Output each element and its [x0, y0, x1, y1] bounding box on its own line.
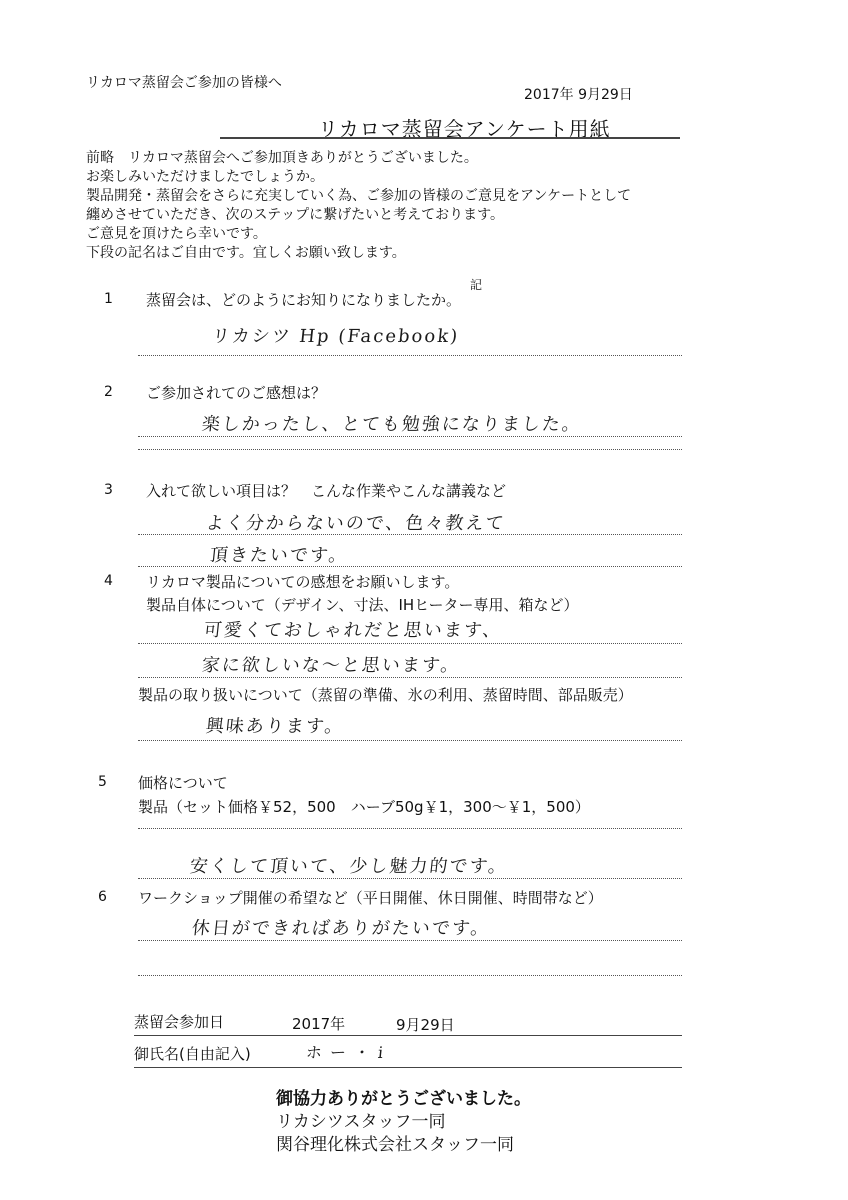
salutation: リカロマ蒸留会ご参加の皆様へ [86, 75, 282, 91]
answer-handwritten: 安くして頂いて、少し魅力的です。 [188, 856, 510, 877]
question-text: リカロマ製品についての感想をお願いします。 [146, 573, 460, 591]
answer-line [138, 643, 682, 644]
answer-line [138, 677, 682, 678]
answer-handwritten: リカシツ Hp (Facebook) [210, 326, 461, 347]
question-subtext: 製品自体について（デザイン、寸法、IHヒーター専用、箱など） [146, 596, 579, 614]
date-underline [134, 1035, 682, 1036]
question-text: 蒸留会は、どのようにお知りになりましたか。 [146, 291, 462, 309]
question-number: 5 [98, 774, 107, 790]
question-text: ワークショップ開催の希望など（平日開催、休日開催、時間帯など） [138, 889, 603, 907]
participation-year: 2017年 [292, 1015, 346, 1033]
question-number: 2 [104, 384, 113, 400]
title-underline [220, 137, 680, 139]
answer-handwritten: 頂きたいです。 [208, 545, 350, 566]
intro-line: 前略 リカロマ蒸留会へご参加頂きありがとうございました。 [86, 150, 478, 166]
intro-line: 纏めさせていただき、次のステップに繋げたいと考えております。 [86, 207, 505, 223]
name-label: 御氏名(自由記入) [134, 1045, 251, 1063]
question-text: ご参加されてのご感想は？ [146, 384, 327, 402]
question-number: 1 [104, 291, 113, 307]
answer-handwritten: 可愛くておしゃれだと思います、 [202, 620, 504, 641]
answer-line [138, 436, 682, 437]
answer-line [138, 449, 682, 450]
answer-handwritten: 興味あります。 [204, 716, 346, 737]
answer-handwritten: 家に欲しいな〜と思います。 [200, 655, 462, 676]
name-handwritten: ホー・i [304, 1043, 393, 1062]
question-subtext: 製品の取り扱いについて（蒸留の準備、氷の利用、蒸留時間、部品販売） [138, 686, 633, 704]
intro-line: ご意見を頂けたら幸いです。 [86, 226, 267, 242]
thanks-message: 御協力ありがとうございました。 [276, 1089, 531, 1109]
intro-line: 製品開発・蒸留会をさらに充実していく為、ご参加の皆様のご意見をアンケートとして [86, 188, 632, 204]
intro-line: お楽しみいただけましたでしょうか。 [86, 169, 324, 185]
answer-line [138, 940, 682, 941]
answer-line [138, 355, 682, 356]
question-number: 6 [98, 889, 107, 905]
answer-line [138, 566, 682, 567]
answer-line [138, 975, 682, 976]
answer-handwritten: 楽しかったし、とても勉強になりました。 [200, 414, 583, 435]
question-number: 3 [104, 482, 113, 498]
answer-line [138, 534, 682, 535]
intro-line: 下段の記名はご自由です。宜しくお願い致します。 [86, 245, 406, 261]
question-number: 4 [104, 573, 113, 589]
staff-line: リカシツスタッフ一同 [276, 1112, 446, 1132]
name-underline [134, 1067, 682, 1068]
answer-line [138, 828, 682, 829]
staff-line: 関谷理化株式会社スタッフ一同 [276, 1135, 514, 1155]
page-title: リカロマ蒸留会アンケート用紙 [318, 117, 611, 141]
participation-day: 9月29日 [396, 1016, 455, 1034]
answer-line [138, 878, 682, 879]
answer-line [138, 740, 682, 741]
question-subtext: 製品（セット価格￥52，500 ハーブ50g￥1，300～￥1，500） [138, 798, 590, 816]
ki-mark: 記 [470, 278, 483, 292]
form-date: 2017年 9月29日 [524, 87, 633, 103]
answer-handwritten: 休日ができればありがたいです。 [190, 918, 492, 939]
answer-handwritten: よく分からないので、色々教えて [204, 513, 507, 534]
question-text: 価格について [138, 774, 228, 792]
participation-date-label: 蒸留会参加日 [134, 1013, 225, 1031]
question-text: 入れて欲しい項目は？ こんな作業やこんな講義など [146, 482, 507, 500]
